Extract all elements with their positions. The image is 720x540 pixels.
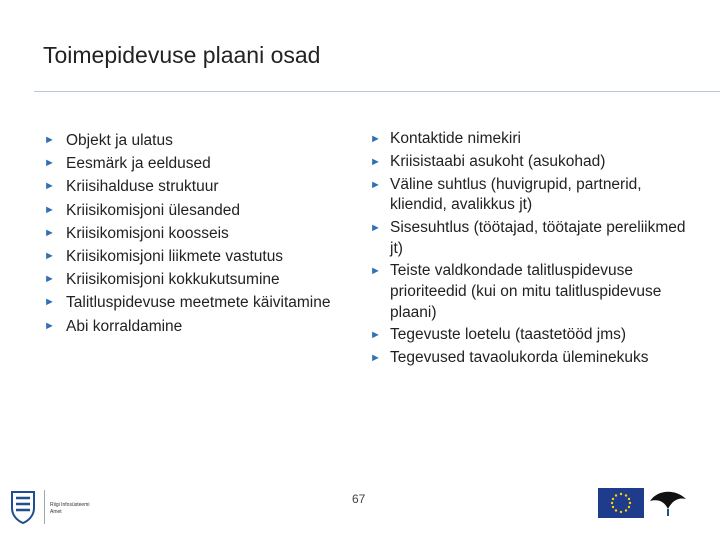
bullet-arrow-icon: ► bbox=[44, 319, 55, 332]
right-bullet-list bbox=[370, 129, 690, 371]
left-bullet-list bbox=[44, 129, 344, 338]
list-item-text: Kriisikomisjoni ülesanded bbox=[66, 201, 241, 219]
list-item bbox=[370, 348, 690, 369]
bullet-arrow-icon: ► bbox=[44, 250, 55, 263]
estonia-swallow-logo-icon bbox=[648, 487, 688, 517]
bullet-arrow-icon: ► bbox=[44, 296, 55, 309]
list-item-text: Objekt ja ulatus bbox=[66, 132, 173, 149]
page-number: 67 bbox=[352, 492, 366, 506]
ria-logo bbox=[10, 488, 110, 528]
bullet-arrow-icon: ► bbox=[44, 134, 55, 146]
coat-of-arms-icon bbox=[10, 490, 36, 524]
list-item bbox=[44, 291, 344, 314]
bullet-arrow-icon: ► bbox=[370, 178, 381, 191]
bullet-arrow-icon: ► bbox=[44, 226, 55, 239]
list-item-text: Kriisikomisjoni liikmete vastutus bbox=[66, 248, 284, 266]
list-item bbox=[370, 152, 690, 173]
list-item-text: Sisesuhtlus (töötajad, töötajate pereliikmed jt) bbox=[390, 218, 686, 257]
list-item-text: Teiste valdkondade talitluspidevuse prioriteedid (kui on mitu talitluspidevuse plaani) bbox=[390, 262, 662, 321]
bullet-arrow-icon: ► bbox=[44, 180, 55, 193]
list-item bbox=[44, 129, 344, 152]
list-item bbox=[44, 152, 344, 175]
list-item-text: Kriisikomisjoni kokkukutsumine bbox=[66, 271, 280, 289]
list-item-text: Kriisikomisjoni koosseis bbox=[66, 224, 229, 242]
bullet-arrow-icon: ► bbox=[370, 352, 381, 365]
list-item bbox=[370, 325, 690, 346]
logo-divider bbox=[44, 490, 45, 524]
title-divider bbox=[34, 91, 720, 92]
list-item bbox=[44, 175, 344, 198]
list-item bbox=[370, 129, 690, 150]
logo-text: Riigi Infosüsteemi Amet bbox=[50, 502, 90, 515]
list-item-text: Kontaktide nimekiri bbox=[390, 130, 521, 147]
slide-title: Toimepidevuse plaani osad bbox=[43, 42, 321, 68]
list-item bbox=[44, 245, 344, 268]
bullet-arrow-icon: ► bbox=[370, 221, 381, 234]
list-item bbox=[370, 218, 690, 259]
bullet-arrow-icon: ► bbox=[44, 203, 55, 216]
bullet-arrow-icon: ► bbox=[370, 155, 381, 168]
list-item bbox=[44, 222, 344, 245]
list-item bbox=[370, 175, 690, 216]
list-item-text: Kriisistaabi asukoht (asukohad) bbox=[390, 152, 606, 170]
list-item bbox=[44, 268, 344, 291]
bullet-arrow-icon: ► bbox=[370, 133, 381, 145]
list-item-text: Abi korraldamine bbox=[66, 317, 183, 335]
list-item bbox=[44, 315, 344, 338]
bullet-arrow-icon: ► bbox=[370, 265, 381, 278]
list-item-text: Kriisihalduse struktuur bbox=[66, 178, 219, 196]
list-item-text: Väline suhtlus (huvigrupid, partnerid, kliendid, avalikkus jt) bbox=[390, 175, 642, 214]
bullet-arrow-icon: ► bbox=[44, 273, 55, 286]
list-item bbox=[370, 261, 690, 323]
bullet-arrow-icon: ► bbox=[44, 157, 55, 170]
list-item-text: Eesmärk ja eeldused bbox=[66, 155, 211, 173]
list-item-text: Tegevuste loetelu (taastetööd jms) bbox=[390, 326, 627, 344]
list-item-text: Tegevused tavaolukorda üleminekuks bbox=[390, 349, 649, 367]
eu-flag-icon bbox=[598, 488, 644, 518]
bullet-arrow-icon: ► bbox=[370, 329, 381, 342]
list-item bbox=[44, 199, 344, 222]
list-item-text: Talitluspidevuse meetmete käivitamine bbox=[66, 294, 331, 312]
